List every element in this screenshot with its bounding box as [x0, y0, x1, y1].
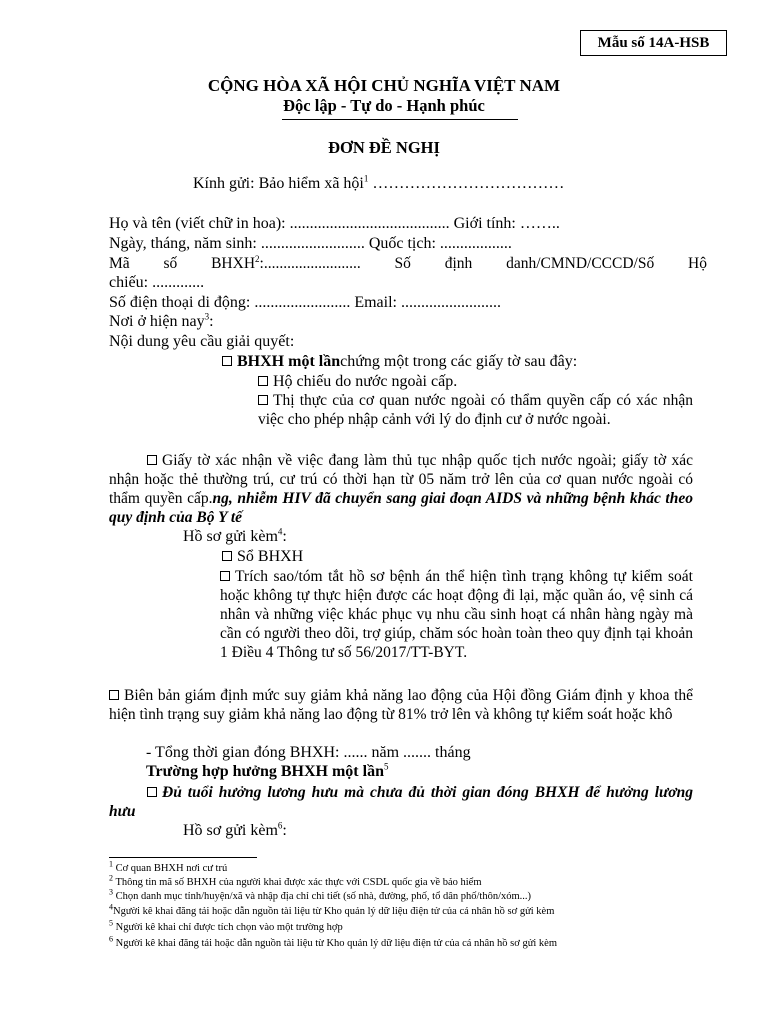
footnote-ref-2: 2	[255, 253, 260, 264]
form-code-box	[580, 30, 727, 56]
footnote-1: $^1$ Cơ quan BHXH nơi cư trú	[109, 859, 228, 874]
footnote-3: $^3$ Chọn danh mục tỉnh/huyện/xã và nhập địa chỉ chi tiết (số nhà, đường, phố, tổ dân phố/thôn/xóm...)	[109, 887, 532, 902]
option-one-time[interactable]: BHXH một lầnchứng một trong các giấy tờ sau đây:	[222, 353, 577, 371]
bhxh-rest: :......................... Số định danh/CMND/CCCD/Số Hộ	[259, 255, 707, 272]
total-contribution-time: - Tổng thời gian đóng BHXH: ...... năm ....... tháng	[146, 744, 471, 761]
phone-email-field: Số điện thoại di động: ........................ Email: .........................	[109, 294, 501, 311]
disease-heading: ng, nhiễm HIV đã chuyển sang giai đoạn AIDS và những bệnh khác theo quy định của Bộ Y tế	[109, 490, 693, 526]
medical-record-checkbox[interactable]	[220, 571, 230, 581]
passport-field: chiếu: .............	[109, 274, 205, 291]
option-visa[interactable]: Thị thực của cơ quan nước ngoài có thẩm quyền cấp có xác nhận việc cho phép nhập cảnh với lý do định cư ở nước ngoài.	[258, 392, 693, 428]
bhxh-field	[109, 254, 707, 273]
footnote-ref-6: 6	[277, 820, 283, 831]
recipient-line	[193, 175, 564, 193]
footnote-ref-3: 3	[204, 311, 210, 322]
option-passport[interactable]: Hộ chiếu do nước ngoài cấp.	[258, 373, 457, 391]
recipient-prefix: Kính gửi: Bảo hiểm xã hội	[193, 175, 364, 192]
footnote-2: $^2$ Thông tin mã số BHXH của người khai được xác thực với CSDL quốc gia về bảo hiểm	[109, 873, 482, 888]
footnote-ref-5: 5	[383, 761, 389, 772]
citizenship-checkbox[interactable]	[147, 455, 157, 465]
footnote-6: $^6$ Người kê khai đăng tải hoặc dẫn nguồn tài liệu từ Kho quản lý dữ liệu điện tử của cá nhân hồ sơ gửi kèm	[109, 934, 557, 949]
footnote-5: $^5$ Người kê khai chỉ được tích chọn vào một trường hợp	[109, 918, 343, 933]
passport-checkbox[interactable]	[258, 376, 268, 386]
country-heading: CỘNG HÒA XÃ HỘI CHỦ NGHĨA VIỆT NAM	[207, 76, 561, 95]
option-so-bhxh[interactable]: Sổ BHXH	[222, 548, 303, 566]
so-bhxh-checkbox[interactable]	[222, 551, 232, 561]
footnote-ref-1: 1	[363, 173, 369, 184]
document-title: ĐƠN ĐỀ NGHỊ	[328, 138, 440, 157]
option-assessment[interactable]: Biên bản giám định mức suy giảm khả năng lao động của Hội đồng Giám định y khoa thể hiện tình trạng suy giảm khả năng lao động từ 81% trở lên và không tự kiểm soát hoặc khô	[109, 687, 693, 723]
assessment-checkbox[interactable]	[109, 690, 119, 700]
retirement-age-checkbox[interactable]	[147, 787, 157, 797]
request-label: Nội dung yêu cầu giải quyết:	[109, 333, 295, 350]
attached-docs-label-2: Hồ sơ gửi kèm$^6$:	[183, 820, 287, 839]
one-time-label: BHXH một lần	[237, 353, 341, 370]
attached-docs-label-1: Hồ sơ gửi kèm$^4$:	[183, 526, 287, 545]
visa-checkbox[interactable]	[258, 395, 268, 405]
form-code: Mẫu số 14A-HSB	[597, 35, 710, 51]
name-field: Họ và tên (viết chữ in hoa): ........................................ Giới tính: ……..	[109, 215, 560, 232]
motto: Độc lập - Tự do - Hạnh phúc	[283, 96, 485, 115]
option-citizenship[interactable]: Giấy tờ xác nhận về việc đang làm thủ tục nhập quốc tịch nước ngoài; giấy tờ xác nhận hoặc thẻ thường trú, cư trú có thời hạn từ 05 năm trở lên của cơ quan nước ngoài có thẩm quyền cấp.ng, nhiễm HIV đã chuyển sang giai đoạn AIDS và những bệnh khác theo quy định của Bộ Y tế	[109, 452, 693, 526]
dob-field: Ngày, tháng, năm sinh: .......................... Quốc tịch: ..................	[109, 235, 512, 252]
footnote-separator	[109, 857, 257, 858]
recipient-dots: ………………………………	[368, 175, 565, 192]
case-heading: Trường hợp hưởng BHXH một lần$^5$	[146, 761, 389, 780]
footnote-4: $^4$Người kê khai đăng tải hoặc dẫn nguồn tài liệu từ Kho quản lý dữ liệu điện tử của cá nhân hồ sơ gửi kèm	[109, 902, 555, 917]
option-medical-record[interactable]: Trích sao/tóm tắt hồ sơ bệnh án thể hiện tình trạng không tự kiểm soát hoặc không tự thực hiện được các hoạt động đi lại, mặc quần áo, vệ sinh cá nhân và những việc khác phục vụ nhu cầu sinh hoạt cá nhân hàng ngày mà cần có người theo dõi, trợ giúp, chăm sóc hoàn toàn theo quy định tại khoản 1 Điều 4 Thông tư số 56/2017/TT-BYT.	[220, 568, 693, 661]
option-retirement-age[interactable]: Đủ tuổi hưởng lương hưu mà chưa đủ thời gian đóng BHXH để hưởng lương hưu	[109, 784, 693, 820]
address-field: Nơi ở hiện nay$^3$:	[109, 311, 214, 330]
one-time-checkbox[interactable]	[222, 356, 232, 366]
bhxh-prefix: Mã số BHXH	[109, 255, 256, 272]
motto-underline	[282, 119, 518, 120]
footnote-ref-4: 4	[277, 526, 283, 537]
